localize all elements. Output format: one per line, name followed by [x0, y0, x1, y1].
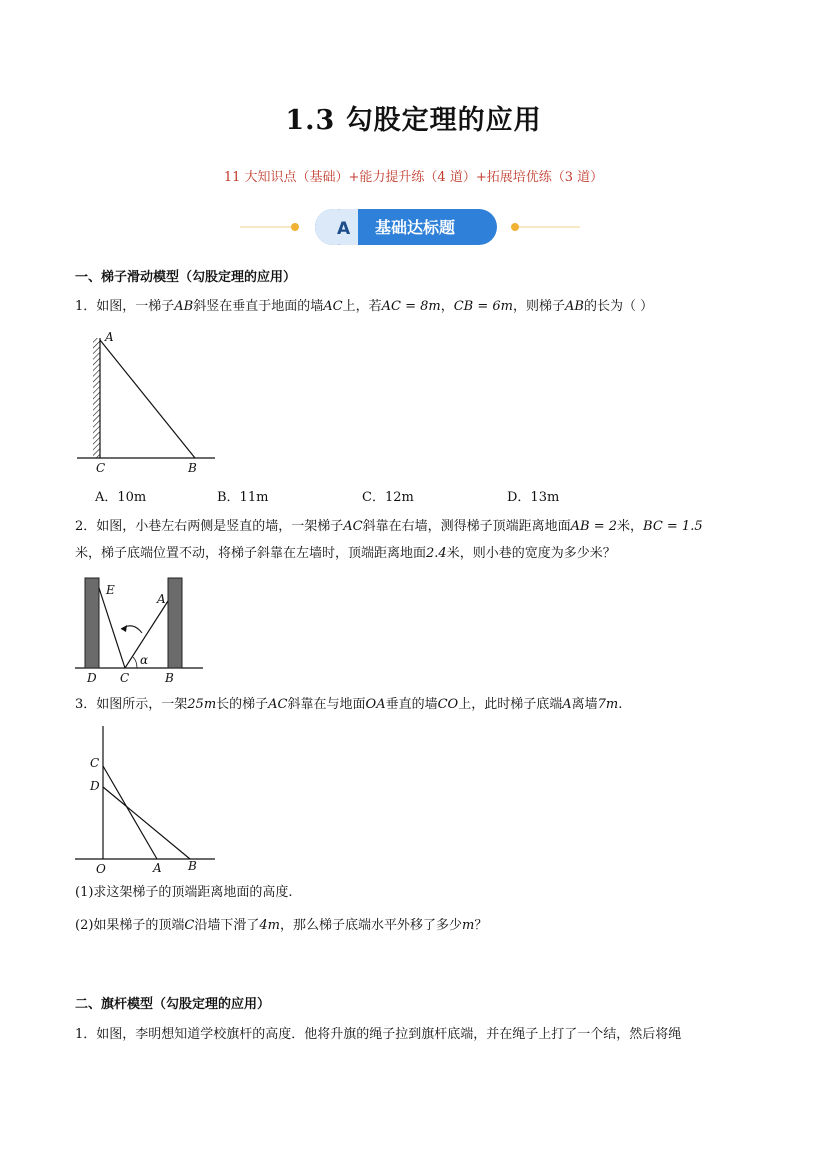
label-A: A [153, 861, 162, 875]
page-title: 1.3 勾股定理的应用 [285, 105, 542, 136]
label-B: B [188, 461, 197, 475]
label-A: A [105, 330, 114, 344]
arrow-head [121, 625, 127, 632]
label-A: A [157, 592, 166, 606]
banner-text: 基础达标题 [375, 218, 456, 237]
choice-b[interactable]: B．11m [217, 490, 269, 505]
section1-heading: 一、梯子滑动模型（勾股定理的应用） [75, 270, 297, 285]
question-1-3-part1: (1)求这架梯子的顶端距离地面的高度. [75, 885, 293, 900]
question-1-2: 2．如图，小巷左右两侧是竖直的墙，一架梯子AC斜靠在右墙，测得梯子顶端距离地面AB = 2米，BC = 1.5 米，梯子底端位置不动，将梯子斜靠在左墙时，顶端距离地面2.4米，则小巷的宽度为多少米？ [75, 519, 703, 561]
label-B: B [188, 859, 197, 873]
section2-heading: 二、旗杆模型（勾股定理的应用） [75, 997, 271, 1012]
left-wall [85, 578, 99, 668]
label-E: E [106, 583, 115, 597]
question-2-1: 1．如图，李明想知道学校旗杆的高度．他将升旗的绳子拉到旗杆底端，并在绳子上打了一个结，然后将绳 [75, 1027, 682, 1042]
choice-c[interactable]: C．12m [362, 490, 414, 505]
ladder-CA [103, 766, 157, 859]
page-subtitle: 11 大知识点（基础）+能力提升练（4 道）+拓展培优练（3 道） [223, 170, 604, 185]
question-1-3: 3．如图所示，一架25m长的梯子AC斜靠在与地面OA垂直的墙CO上，此时梯子底端A离墙7m. [75, 697, 623, 712]
label-alpha: α [140, 653, 149, 667]
figure-ladder-wall [75, 326, 220, 476]
label-B: B [165, 671, 174, 685]
ladder-line [100, 340, 195, 458]
label-C: C [96, 461, 106, 475]
section-banner [240, 204, 590, 250]
question-1-3-part2: (2)如果梯子的顶端C沿墙下滑了4m，那么梯子底端水平外移了多少m？ [75, 918, 488, 933]
label-D: D [90, 779, 100, 793]
banner-dot-left [291, 223, 299, 231]
banner-dot-right [511, 223, 519, 231]
ladder-left [99, 588, 125, 668]
label-C: C [90, 756, 100, 770]
banner-letter: A [337, 219, 351, 239]
label-O: O [96, 862, 106, 876]
ladder-DB [103, 787, 190, 859]
angle-arc [133, 657, 137, 668]
right-wall [168, 578, 182, 668]
wall-hatch [93, 338, 100, 458]
figure-alley [75, 573, 210, 688]
label-D: D [87, 671, 97, 685]
figure-sliding-ladder [75, 724, 220, 876]
label-C: C [120, 671, 130, 685]
choice-a[interactable]: A．10m [95, 490, 147, 505]
question-1-1: 1．如图，一梯子AB斜竖在垂直于地面的墙AC上，若AC = 8m，CB = 6m，则梯子AB的长为（ ） [75, 299, 654, 314]
choice-d[interactable]: D．13m [507, 490, 560, 505]
